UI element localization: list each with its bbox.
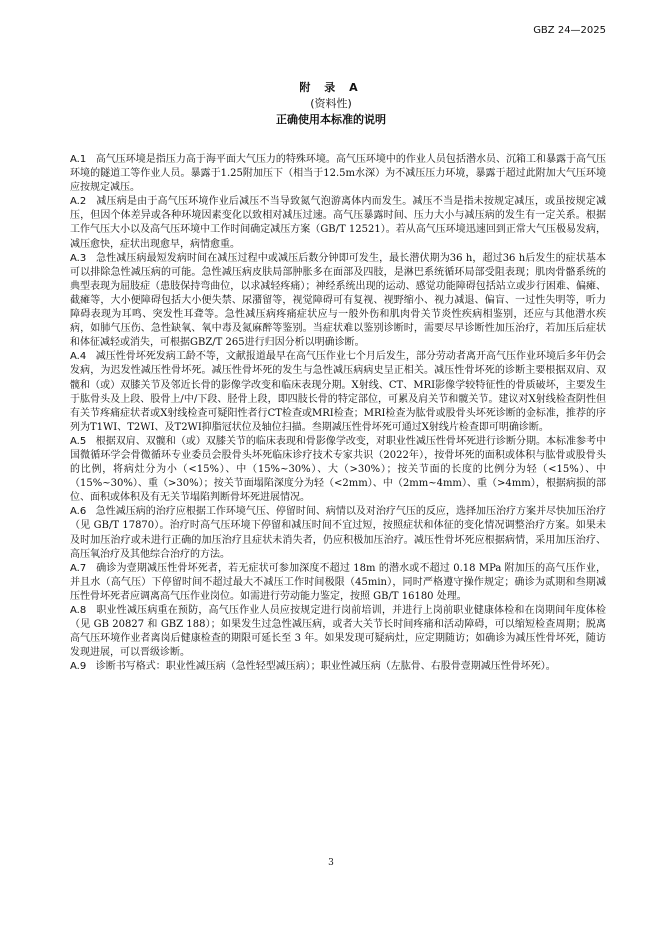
paragraph-text: 根据双肩、双髋和（或）双膝关节的临床表现和骨影像学改变，对职业性减压性骨坏死进行诊断分期。本标准参考中国微循环学会骨微循环专业委员会股骨头坏死临床诊疗技术专家共识（2022年），按骨坏死的面积或体积与肱骨或股骨头的比例，将病灶分为小（<15%）、中（15%~30%）、大（>30%）；按关节面的长度的比例分为轻（<15%）、中（15%~30%）、重（>30%）；按关节面塌陷深度分为轻（<2mm）、中（2mm~4mm）、重（>4mm），根据病损的部位、面积或体积及有无关节塌陷判断骨坏死进展情况。 [70, 435, 607, 504]
paragraph-a2 [70, 195, 606, 251]
paragraph-a6 [70, 505, 606, 561]
paragraph-number: A.3 [70, 252, 87, 264]
paragraph-number: A.7 [70, 562, 87, 574]
paragraph-text: 诊断书写格式：职业性减压病（急性轻型减压病）；职业性减压病（左肱骨、右股骨壹期减压性骨坏死）。 [95, 661, 556, 673]
paragraph-a5 [70, 435, 606, 505]
paragraph-a9 [70, 660, 606, 674]
paragraph-a7 [70, 562, 606, 604]
paragraph-number: A.2 [70, 196, 87, 208]
annex-heading [0, 80, 662, 128]
annex-title: 正确使用本标准的说明 [276, 113, 386, 126]
paragraph-text: 高气压环境是指压力高于海平面大气压力的特殊环境。高气压环境中的作业人员包括潜水员、沉箱工和暴露于高气压环境的隧道工等作业人员。暴露于1.25附加压下（相当于12.5m水深）为不减压压力环境，暴露于超过此附加大气压环境应按规定减压。 [70, 154, 607, 194]
paragraph-a4 [70, 350, 606, 435]
paragraph-text: 职业性减压病重在预防，高气压作业人员应按规定进行岗前培训，并进行上岗前职业健康体检和在岗期间年度体检（见 GB 20827 和 GBZ 188）；如果发生过急性减压病，或者大关节长时间疼痛和活动障碍，可以缩短检查周期；脱离高气压环境作业者离岗后健康检查的期限可延长至 3 年。如果发现可疑病灶，应定期随访；如确诊为减压性骨坏死，随访发现进展，可以晋级诊断。 [70, 605, 607, 659]
paragraph-a8 [70, 604, 606, 660]
paragraph-number: A.9 [70, 661, 87, 673]
paragraph-text: 减压病是由于高气压环境作业后减压不当导致氮气泡游离体内而发生。减压不当是指未按规定减压，或虽按规定减压，但因个体差异或各种环境因素变化以致相对减压过速。高气压暴露时间、压力大小与减压病的发生有一定关系。根据工作气压大小以及高气压环境中工作时间确定减压方案（GB/T 12521）。若从高气压环境迅速回到正常大气压极易发病，减压愈快，症状出现愈早，病情愈重。 [70, 196, 607, 250]
annex-body [70, 153, 606, 674]
annex-label: 附 录 A [299, 81, 363, 94]
page-number: 3 [328, 858, 334, 868]
paragraph-number: A.6 [70, 506, 87, 518]
annex-type: (资料性) [310, 97, 352, 110]
paragraph-number: A.5 [70, 435, 87, 447]
standard-code: GBZ 24—2025 [533, 25, 606, 36]
paragraph-text: 急性减压病最短发病时间在减压过程中或减压后数分钟即可发生，最长潜伏期为36 h，超过36 h后发生的症状基本可以排除急性减压病的可能。急性减压病皮肤局部肿胀多在面部及四肢，是淋巴系统循环局部受阻表现；肌肉骨骼系统的典型表现为屈肢症（患肢保持弯曲位，以求减轻疼痛）；神经系统出现的运动、感觉功能障碍包括站立或步行困难、偏瘫、截瘫等，大小便障碍包括大小便失禁、尿潴留等，视觉障碍可有复视、视野缩小、视力减退、偏盲、一过性失明等，听力障碍表现为耳鸣、突发性耳聋等。急性减压病疼痛症状应与一般外伤和肌肉骨关节炎性疾病相鉴别，还应与其他潜水疾病，如肺气压伤、急性缺氧、氧中毒及氮麻醉等鉴别。当症状难以鉴别诊断时，需要尽早诊断性加压治疗，若加压后症状和体征减轻或消失，可根据GBZ/T 265进行归因分析以明确诊断。 [70, 252, 606, 349]
paragraph-a3 [70, 252, 606, 351]
paragraph-number: A.8 [70, 605, 87, 616]
paragraph-number: A.4 [70, 351, 87, 363]
paragraph-text: 确诊为壹期减压性骨坏死者，若无症状可参加深度不超过 18m 的潜水或不超过 0.18 MPa 附加压的高气压作业，并且水（高气压）下停留时间不超过最大不减压工作时间极限（45min），同时严格遵守操作规定；确诊为贰期和叁期减压性骨坏死者应调离高气压作业岗位。如需进行劳动能力鉴定，按照 GB/T 16180 处理。 [70, 562, 606, 602]
paragraph-a1 [70, 153, 606, 195]
paragraph-text: 减压性骨坏死发病工龄不等，文献报道最早在高气压作业七个月后发生，部分劳动者离开高气压作业环境后多年仍会发病，为迟发性减压性骨坏死。减压性骨坏死的发生与急性减压病病史呈正相关。减压性骨坏死的诊断主要根据双肩、双髋和（或）双膝关节及邻近长骨的影像学改变和临床表现分期。X射线、CT、MRI影像学较特征性的骨质破坏，主要发生于肱骨头及上段、股骨上/中/下段、胫骨上段，即四肢长骨的特定部位，可累及肩关节和髋关节。建议对X射线检查阴性但有关节疼痛症状者或X射线检查可疑阳性者行CT检查或MRI检查；MRI检查为肱骨或股骨头坏死诊断的金标准，推荐的序列为T1WI、T2WI、及T2WI抑脂冠状位及轴位扫描。叁期减压性骨坏死可通过X射线片检查即可明确诊断。 [70, 351, 607, 433]
paragraph-number: A.1 [70, 154, 87, 165]
paragraph-text: 急性减压病的治疗应根据工作环境气压、停留时间、病情以及对治疗气压的反应，选择加压治疗方案并尽快加压治疗（见 GB/T 17870）。治疗时高气压环境下停留和减压时间不宜过短，按照症状和体征的变化情况调整治疗方案。如果未及时加压治疗或未进行正确的加压治疗且症状未消失者，仍应积极加压治疗。减压性骨坏死应根据病情，采用加压治疗、高压氧治疗及其他综合治疗的方法。 [70, 506, 607, 560]
